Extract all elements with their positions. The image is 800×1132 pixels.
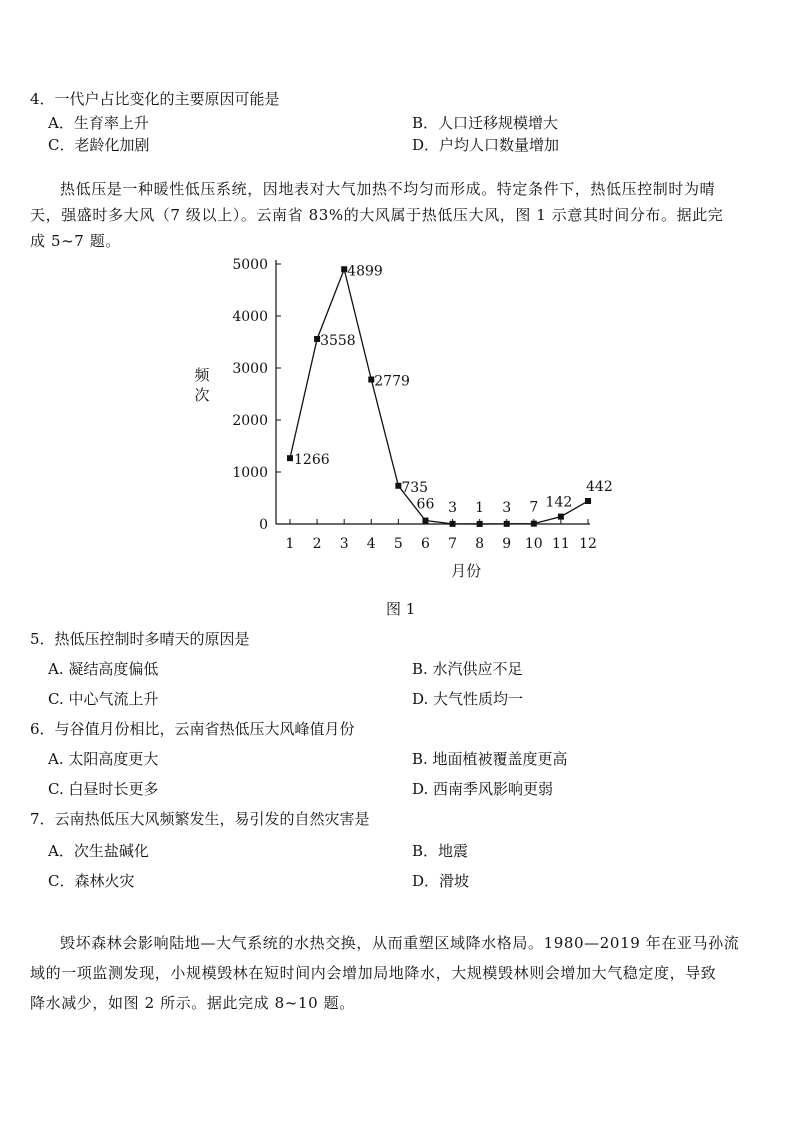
data-label: 3 [448, 499, 458, 516]
question-4-option-d: D．户均人口数量增加 [412, 136, 560, 154]
data-point-marker [422, 518, 428, 524]
y-tick-label: 2000 [232, 413, 268, 429]
question-7-option-a: A．次生盐碱化 [48, 842, 149, 860]
data-label: 2779 [374, 373, 410, 390]
y-tick-label: 1000 [232, 465, 268, 481]
x-tick-label: 6 [420, 536, 430, 552]
question-6-option-a: A. 太阳高度更大 [48, 750, 159, 768]
data-label: 142 [545, 494, 573, 511]
question-4-option-c: C．老龄化加剧 [48, 136, 150, 154]
data-label: 442 [586, 479, 613, 496]
x-tick-label: 4 [366, 536, 376, 552]
figure-1-chart [180, 250, 620, 590]
passage-2-line-2: 域的一项监测发现，小规模毁林在短时间内会增加局地降水，大规模毁林则会增加大气稳定度，导致 [30, 964, 717, 982]
data-label: 7 [529, 499, 539, 516]
data-label: 3558 [320, 332, 356, 349]
data-point-marker [585, 498, 591, 504]
x-tick-label: 12 [579, 536, 597, 552]
question-6-option-d: D. 西南季风影响更弱 [412, 780, 554, 798]
line-chart-svg [180, 250, 620, 590]
y-tick-label: 5000 [232, 257, 268, 273]
question-5-stem: 5．热低压控制时多晴天的原因是 [30, 630, 250, 648]
question-7-stem: 7．云南热低压大风频繁发生，易引发的自然灾害是 [30, 810, 370, 828]
figure-1-caption: 图 1 [386, 600, 416, 618]
x-tick-label: 9 [502, 536, 512, 552]
question-7-option-d: D．滑坡 [412, 872, 470, 890]
data-point-marker [477, 521, 483, 527]
question-5-option-a: A. 凝结高度偏低 [48, 660, 159, 678]
x-tick-label: 2 [312, 536, 322, 552]
data-point-marker [531, 521, 537, 527]
passage-heat-low [30, 176, 778, 254]
question-6-option-c: C. 白昼时长更多 [48, 780, 159, 798]
data-point-marker [450, 521, 456, 527]
x-tick-label: 5 [393, 536, 403, 552]
question-4-option-b: B．人口迁移规模增大 [412, 114, 559, 132]
data-point-marker [504, 521, 510, 527]
question-4-option-a: A．生育率上升 [48, 114, 149, 132]
x-tick-label: 1 [285, 536, 295, 552]
question-7-option-b: B．地震 [412, 842, 469, 860]
passage-deforestation [30, 928, 778, 1018]
y-tick-label: 3000 [232, 361, 268, 377]
x-tick-label: 8 [475, 536, 485, 552]
x-tick-label: 10 [524, 536, 543, 552]
question-5-option-d: D. 大气性质均一 [412, 690, 524, 708]
x-tick-label: 3 [339, 536, 349, 552]
y-tick-label: 4000 [232, 309, 268, 325]
question-5-option-c: C. 中心气流上升 [48, 690, 159, 708]
data-label: 66 [416, 496, 435, 513]
passage-1-line-3: 成 5~7 题。 [30, 232, 121, 250]
y-axis-title-char: 频 [194, 366, 210, 384]
data-label: 735 [401, 479, 429, 496]
data-label: 1266 [294, 452, 330, 469]
x-tick-label: 11 [551, 536, 570, 552]
question-6-option-b: B. 地面植被覆盖度更高 [412, 750, 568, 768]
y-tick-label: 0 [259, 517, 268, 533]
x-axis-title: 月份 [451, 562, 482, 580]
question-5-option-b: B. 水汽供应不足 [412, 660, 523, 678]
passage-1-line-1: 热低压是一种暖性低压系统，因地表对大气加热不均匀而形成。特定条件下，热低压控制时为晴 [60, 180, 716, 198]
data-point-marker [287, 455, 293, 461]
y-axis-title-char: 次 [194, 386, 210, 404]
data-label: 3 [502, 499, 512, 516]
question-6-stem: 6．与谷值月份相比，云南省热低压大风峰值月份 [30, 720, 355, 738]
passage-2-line-3: 降水减少，如图 2 所示。据此完成 8~10 题。 [30, 994, 355, 1012]
data-label: 1 [475, 499, 485, 516]
question-7-option-c: C．森林火灾 [48, 872, 135, 890]
passage-2-line-1: 毁坏森林会影响陆地—大气系统的水热交换，从而重塑区域降水格局。1980—2019 年在亚马孙流 [60, 934, 740, 952]
x-tick-label: 7 [448, 536, 458, 552]
data-point-marker [558, 514, 564, 520]
passage-1-line-2: 天，强盛时多大风（7 级以上）。云南省 83%的大风属于热低压大风，图 1 示意其时间分布。据此完 [30, 206, 724, 224]
data-label: 4899 [347, 263, 383, 280]
question-4-stem: 4．一代户占比变化的主要原因可能是 [30, 90, 280, 108]
series-line [290, 269, 588, 524]
